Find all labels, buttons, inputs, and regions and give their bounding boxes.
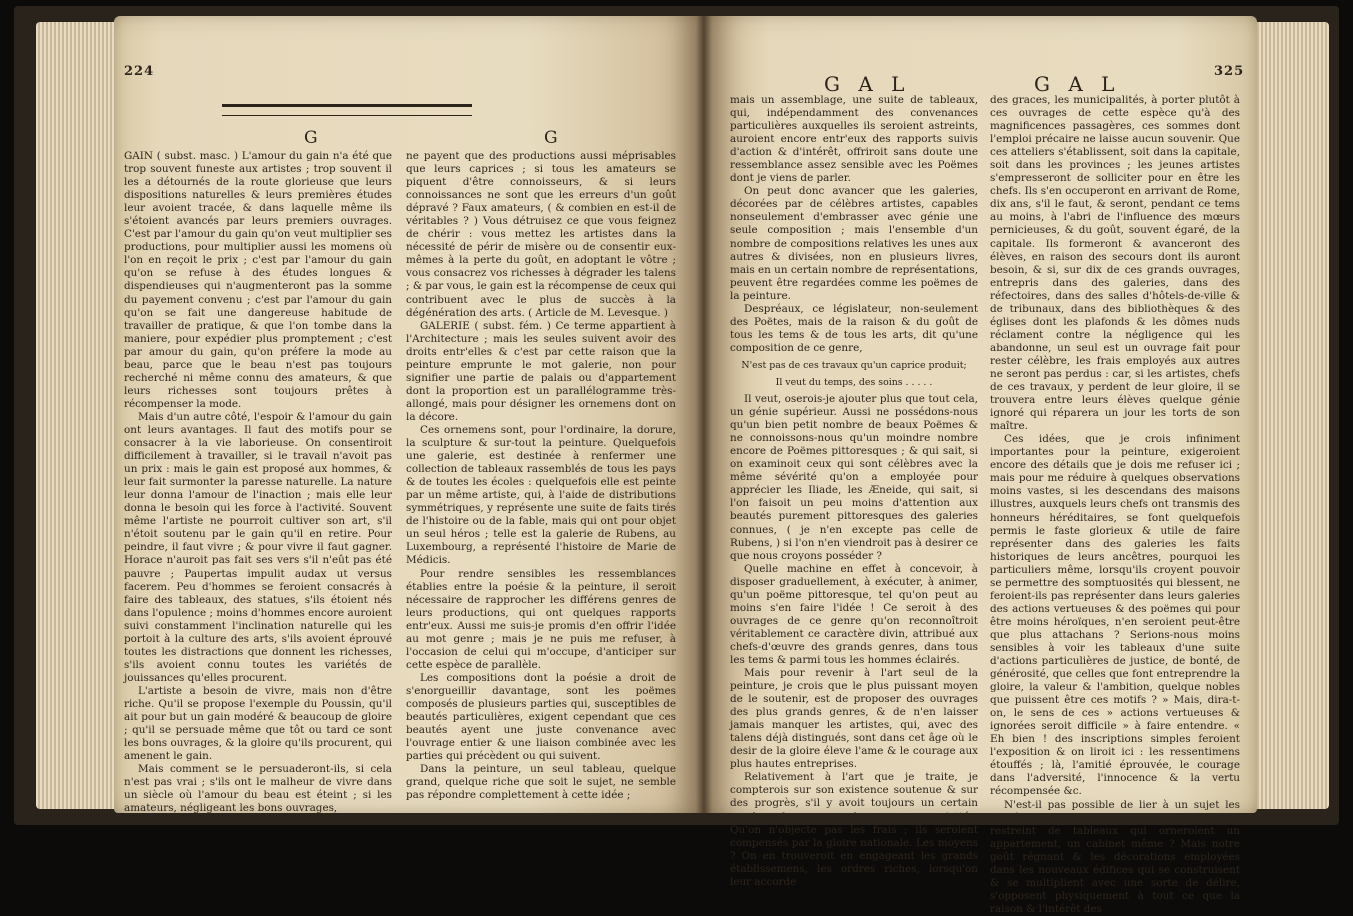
paragraph: Mais pour revenir à l'art seul de la peinture, je crois que le plus puissant moyen de le soutenir, est de proposer des ouvrages des plus grands genres, & de n'en laisser jamais manquer les artistes, qui, avec des talens déjà distingués, sont dans cet âge où le desir de la gloire éleve l'ame & le courage aux plus hautes entreprises.	[730, 667, 978, 771]
open-book	[14, 6, 1339, 915]
left-page-number: 224	[124, 64, 155, 79]
paragraph-galerie: GALERIE ( subst. fém. ) Ce terme appartient à l'Architecture ; mais les seules suivent avoir des droits entr'elles & c'est par cette raison que la peinture emprunte le mot galerie, non pour signifier une partie de palais ou d'appartement dont la proportion est un parallélogramme très-allongé, mais pour désigner les ornemens dont on la décore.	[406, 319, 676, 423]
paragraph: Dans la peinture, un seul tableau, quelque grand, quelque riche que soit le sujet, ne semble pas répondre complettement à cette idée ;	[406, 763, 676, 802]
paragraph: Ces idées, que je crois infiniment importantes pour la peinture, exigeroient encore des détails que je dois me refuser ici ; mais pour me réduire à quelques observations moins vastes, si les descendans des maisons illustres, auxquels leurs chefs ont transmis des honneurs héréditaires, se font quelquefois permis le faste glorieux & utile de faire représenter dans des galeries les faits historiques de leurs ancêtres, pourquoi les particuliers même, lorsqu'ils croyent pouvoir se permettre des somptuosités qui blessent, ne feroient-ils pas représenter dans leurs galeries des actions vertueuses & des poëmes qui pour être moins héroïques, n'en seroient peut-être que plus attachans ? Serions-nous moins sensibles à voir les tableaux d'une suite d'actions particulières de justice, de bonté, de générosité, que celles que font entreprendre la gloire, la valeur & l'ambition, quelque nobles que puissent être ces motifs ? » Mais, dira-t-on, le sens de ces » actions vertueuses & ignorées seroit difficile » à faire entendre. « Eh bien ! des inscriptions simples feroient l'exposition & on liroit ici : les ressentimens étouffés ; là, l'amitié éprouvée, le courage dans l'adversité, l'innocence & la vertu récompensée &c.	[990, 433, 1240, 798]
right-page-number: 325	[1214, 64, 1245, 79]
headpiece-rule	[222, 104, 472, 116]
paragraph: Il veut, oserois-je ajouter plus que tout cela, un génie supérieur. Aussi ne possédons-nous qu'un bien petit nombre de beaux Poëmes & ne connoissons-nous qu'un moindre nombre encore de Poëmes pittoresques ; & qui sait, si on examinoit ceux qui sont célèbres avec la même sévérité qu'on a employée pour apprécier les Iliade, les Æneide, qui sait, si l'on faisoit un peu moins d'attention aux beautés purement pittoresques des galeries connues, ( je n'en excepte pas celle de Rubens, ) si l'on n'en viendroit pas à desirer ce que nous croyons posséder ?	[730, 393, 978, 562]
paragraph: des graces, les municipalités, à porter plutôt à ces ouvrages de cette espèce qu'à des magnificences passagères, ces sommes dont l'emploi précaire ne laisse aucun souvenir. Que ces atteliers s'établissent, soit dans la capitale, soit dans les provinces ; les jeunes artistes s'empresseront de solliciter pour en être les chefs. Ils s'en occuperont en arrivant de Rome, dix ans, s'il le faut, & seront, pendant ce tems au moins, à l'abri de l'influence des mœurs pernicieuses, & du goût, souvent égaré, de la capitale. Ils formeront & avanceront des élèves, en raison des secours dont ils auront besoin, & si, sur dix de ces grands ouvrages, entrepris dans des galeries, dans des réfectoires, dans des salles d'hôtels-de-ville & de tribunaux, dans des bibliothèques & des églises dont les plafonds & les dômes nuds réclament contre la négligence qui les abandonne, un seul est un ouvrage fait pour rester célèbre, les frais employés aux autres ne seront pas perdus : car, si les artistes, chefs de ces travaux, y perdent de leur gloire, il se trouvera entre leurs élèves quelque génie ignoré qui réparera un jour les torts de son maître.	[990, 94, 1240, 433]
left-col2-heading: G	[544, 128, 558, 148]
running-head-left: G A L	[824, 72, 911, 96]
paragraph: Les compositions dont la poésie a droit de s'enorgueillir davantage, sont les poëmes composés de plusieurs parties qui, susceptibles de beautés particulières, exigent cependant que ces beautés ayent une juste convenance avec l'ouvrage entier & une liaison combinée avec les parties qui précèdent ou qui suivent.	[406, 671, 676, 763]
right-page	[704, 16, 1257, 915]
paragraph: Despréaux, ce législateur, non-seulement des Poëtes, mais de la raison & du goût de tous les tems & de tous les arts, dit qu'une composition de ce genre,	[730, 302, 978, 354]
right-column-2	[990, 94, 1240, 915]
paragraph: Mais d'un autre côté, l'espoir & l'amour du gain ont leurs avantages. Il faut des motifs pour se consacrer à la vie laborieuse. On consentiroit difficilement à travailler, si le travail n'avoit pas un prix : mais le gain est proposé aux hommes, & leur fait surmonter la paresse naturelle. La nature leur donna l'amour de l'inaction ; mais elle leur donna le besoin qui les force à l'activité. Souvent même l'artiste ne pourroit cultiver son art, s'il n'étoit soutenu par le gain qu'il en retire. Pour peindre, il faut vivre ; & pour vivre il faut gagner. Horace n'auroit pas fait ses vers s'il n'eût pas été pauvre ; Paupertas impulit audax ut versus facerem. Peu d'hommes se feroient consacrés à faire des tableaux, des statues, s'ils étoient nés dans l'opulence ; moins d'hommes encore auroient suivi constamment l'inclination naturelle qui les portoit à la culture des arts, s'ils avoient éprouvé toutes les distractions que donnent les richesses, s'ils avoient connu toutes les variétés de jouissances qu'elles procurent.	[124, 410, 392, 684]
paragraph: Mais comment se le persuaderont-ils, si cela n'est pas vrai ; s'ils ont le malheur de vivre dans un siècle où l'amour du beau est éteint ; si les amateurs, négligeant les bons ouvrages,	[124, 763, 392, 815]
paragraph: Pour rendre sensibles les ressemblances établies entre la poésie & la peinture, il seroit nécessaire de rapprocher les différens genres de leurs productions, qui ont quelques rapports entr'eux. Aussi me suis-je promis d'en offrir l'idée au mot genre ; mais je ne puis me refuser, à l'occasion de celui qui m'occupe, d'anticiper sur cette espèce de parallèle.	[406, 567, 676, 671]
verse-line: N'est pas de ces travaux qu'un caprice produit;	[741, 359, 967, 371]
running-head-right: G A L	[1034, 72, 1121, 96]
paragraph: Relativement à l'art que je traite, je compterois sur son existence soutenue & sur des progrès, s'il y avoit toujours un certain nombre de ces grands ouvrages projettés. Qu'on n'objecte pas les frais ; ils seroient compensés par la gloire nationale. Les moyens ? On en trouveroit en engageant les grands établissemens, les ordres riches, lorsqu'on leur accorde	[730, 771, 978, 888]
paragraph-gain: GAIN ( subst. masc. ) L'amour du gain n'a été que trop souvent funeste aux artistes ; trop souvent il les a détournés de la route glorieuse que leurs dispositions naturelles & leurs premières études leur avoient tracée, & dans laquelle même ils s'étoient avancés par leurs premiers ouvrages. C'est par l'amour du gain qu'on veut multiplier ses productions, pour multiplier aussi les momens où l'on en reçoit le prix ; c'est par l'amour du gain qu'on se refuse à des études longues & dispendieuses qui n'augmenteront pas la somme du payement convenu ; c'est par l'amour du gain qu'on se fait une dangereuse habitude de travailler de pratique, & que l'on tombe dans la maniere, pour expédier plus promptement ; c'est par amour du gain, qu'on préfere la mode au beau, parce que le beau n'est pas toujours recherché ni même connu des amateurs, & que leurs richesses sont toujours prêtes à récompenser la mode.	[124, 150, 392, 410]
paragraph: mais un assemblage, une suite de tableaux, qui, indépendamment des convenances particulières auxquelles ils seroient astreints, auroient encore entr'eux des rapports suivis d'action & d'intérêt, offriroit sans doute une ressemblance assez sensible avec les Poëmes dont je viens de parler.	[730, 94, 978, 185]
left-page-edges	[36, 22, 116, 809]
right-page-edges	[1257, 22, 1329, 809]
paragraph: L'artiste a besoin de vivre, mais non d'être riche. Qu'il se propose l'exemple du Poussin, qu'il ait pour but un gain modéré & beaucoup de gloire ; qu'il se persuade même que tôt ou tard ce sont les bons ouvrages, & la gloire qu'ils procurent, qui amenent le gain.	[124, 684, 392, 763]
left-col1-heading: G	[304, 128, 318, 148]
left-page	[114, 16, 704, 813]
verse-line: Il veut du temps, des soins . . . . .	[775, 376, 933, 388]
paragraph: Quelle machine en effet à concevoir, à disposer graduellement, à exécuter, à animer, qu'un poëme pittoresque, tel qu'on peut au moins s'en faire l'idée ! Ce seroit à des ouvrages de ce genre qu'on reconnoîtroit véritablement ce caractère divin, attribué aux chefs-d'œuvre des grands genres, dans tous les tems & parmi tous les hommes éclairés.	[730, 562, 978, 666]
paragraph: On peut donc avancer que les galeries, décorées par de célèbres artistes, capables nonseulement d'embrasser avec génie une seule composition ; mais l'ensemble d'un nombre de compositions relatives les unes aux autres & divisées, non en plusieurs livres, mais en un certain nombre de représentations, peuvent être regardées comme les poëmes de la peinture.	[730, 185, 978, 302]
paragraph: N'est-il pas possible de lier à un sujet les représentations d'un nombre encore plus restreint de tableaux qui orneroient un appartement, un cabinet même ? Mais notre goût régnant & les décorations employées dans les nouveaux édifices qui se construisent & se multiplient avec une sorte de délire, s'opposent physiquement à tout ce que la raison & l'intérêt des	[990, 798, 1240, 915]
paragraph: Ces ornemens sont, pour l'ordinaire, la dorure, la sculpture & sur-tout la peinture. Quelquefois une galerie, est destinée à renfermer une collection de tableaux rassemblés de tous les pays & de toutes les écoles : quelquefois elle est peinte par un même artiste, qui, à l'aide de distributions symmétriques, y représente une suite de faits tirés de l'histoire ou de la fable, mais qui ont pour objet un seul héros ; telle est la galerie de Rubens, au Luxembourg, a représenté l'histoire de Marie de Médicis.	[406, 423, 676, 567]
book-gutter	[696, 16, 712, 813]
right-column-1	[730, 94, 978, 888]
left-column-2	[406, 150, 676, 800]
paragraph: ne payent que des productions aussi méprisables que leurs caprices ; si tous les amateurs se piquent d'être connoisseurs, & si leurs connoissances ne sont que les erreurs d'un goût dépravé ? Faux amateurs, ( & combien en est-il de véritables ? ) Vous détruisez ce que vous feignez de chérir : vous mettez les artistes dans la nécessité de périr de misère ou de consentir eux-mêmes à la perte du goût, en adoptant le vôtre ; vous consacrez vos richesses à dégrader les talens ; & par vous, le gain est la récompense de ceux qui contribuent avec le plus de succès à la dégénération des arts. ( Article de M. Levesque. )	[406, 150, 676, 319]
left-column-1	[124, 150, 392, 815]
